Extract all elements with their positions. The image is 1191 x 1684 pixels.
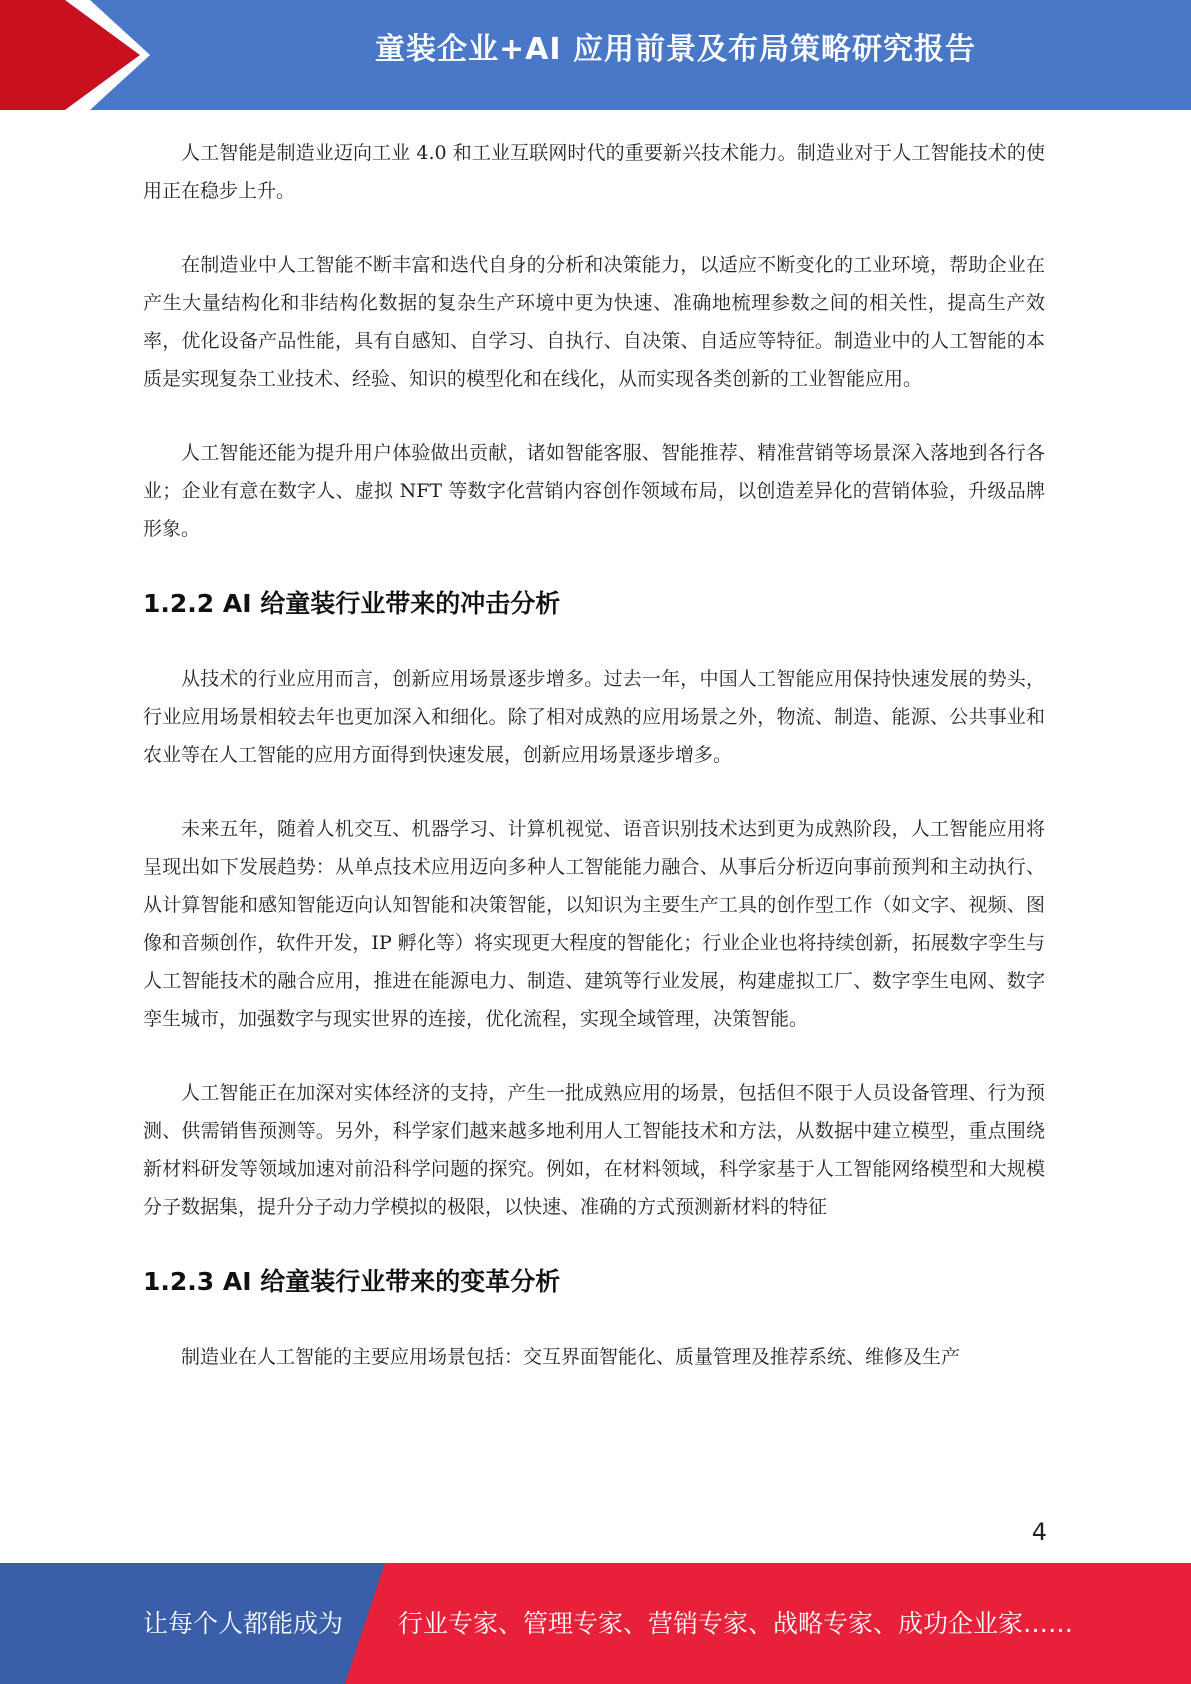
footer-slogan-left: 让每个人都能成为 xyxy=(143,1609,344,1638)
section-heading-1-2-3: 1.2.3 AI 给童装行业带来的变革分析 xyxy=(143,1267,561,1296)
page-number: 4 xyxy=(1031,1518,1047,1546)
paragraph-1: 人工智能是制造业迈向工业 4.0 和工业互联网时代的重要新兴技术能力。制造业对于人工智能技术的使用正在稳步上升。 xyxy=(143,142,1045,202)
footer-slogan-right: 行业专家、管理专家、营销专家、战略专家、成功企业家…… xyxy=(398,1609,1074,1638)
document-title: 童装企业+AI 应用前景及布局策略研究报告 xyxy=(375,32,976,67)
paragraph-5: 未来五年，随着人机交互、机器学习、计算机视觉、语音识别技术达到更为成熟阶段，人工智能应用将呈现出如下发展趋势：从单点技术应用迈向多种人工智能能力融合、从事后分析迈向事前预判和主动执行、从计算智能和感知智能迈向认知智能和决策智能，以知识为主要生产工具的创作型工作（如文字、视频、图像和音频创作，软件开发，IP 孵化等）将实现更大程度的智能化；行业企业也将持续创新，拓展数字孪生与人工智能技术的融合应用，推进在能源电力、制造、建筑等行业发展，构建虚拟工厂、数字孪生电网、数字孪生城市，加强数字与现实世界的连接，优化流程，实现全域管理，决策智能。 xyxy=(143,818,1045,1030)
paragraph-2: 在制造业中人工智能不断丰富和迭代自身的分析和决策能力，以适应不断变化的工业环境，帮助企业在产生大量结构化和非结构化数据的复杂生产环境中更为快速、准确地梳理参数之间的相关性，提高生产效率，优化设备产品性能，具有自感知、自学习、自执行、自决策、自适应等特征。制造业中的人工智能的本质是实现复杂工业技术、经验、知识的模型化和在线化，从而实现各类创新的工业智能应用。 xyxy=(143,254,1045,390)
paragraph-4: 从技术的行业应用而言，创新应用场景逐步增多。过去一年，中国人工智能应用保持快速发展的势头，行业应用场景相较去年也更加深入和细化。除了相对成熟的应用场景之外，物流、制造、能源、公共事业和农业等在人工智能的应用方面得到快速发展，创新应用场景逐步增多。 xyxy=(143,668,1045,766)
section-heading-1-2-2: 1.2.2 AI 给童装行业带来的冲击分析 xyxy=(143,589,561,618)
header-arrow-decoration xyxy=(0,0,170,110)
page-header xyxy=(0,0,1191,110)
paragraph-6: 人工智能正在加深对实体经济的支持，产生一批成熟应用的场景，包括但不限于人员设备管理、行为预测、供需销售预测等。另外，科学家们越来越多地利用人工智能技术和方法，从数据中建立模型，重点围绕新材料研发等领域加速对前沿科学问题的探究。例如，在材料领域，科学家基于人工智能网络模型和大规模分子数据集，提升分子动力学模拟的极限，以快速、准确的方式预测新材料的特征 xyxy=(143,1082,1045,1218)
paragraph-3: 人工智能还能为提升用户体验做出贡献，诸如智能客服、智能推荐、精准营销等场景深入落地到各行各业；企业有意在数字人、虚拟 NFT 等数字化营销内容创作领域布局，以创造差异化的营销体验，升级品牌形象。 xyxy=(143,442,1045,540)
report-body xyxy=(143,134,1045,1412)
page-footer xyxy=(0,1563,1191,1684)
paragraph-7: 制造业在人工智能的主要应用场景包括：交互界面智能化、质量管理及推荐系统、维修及生产 xyxy=(181,1346,961,1368)
